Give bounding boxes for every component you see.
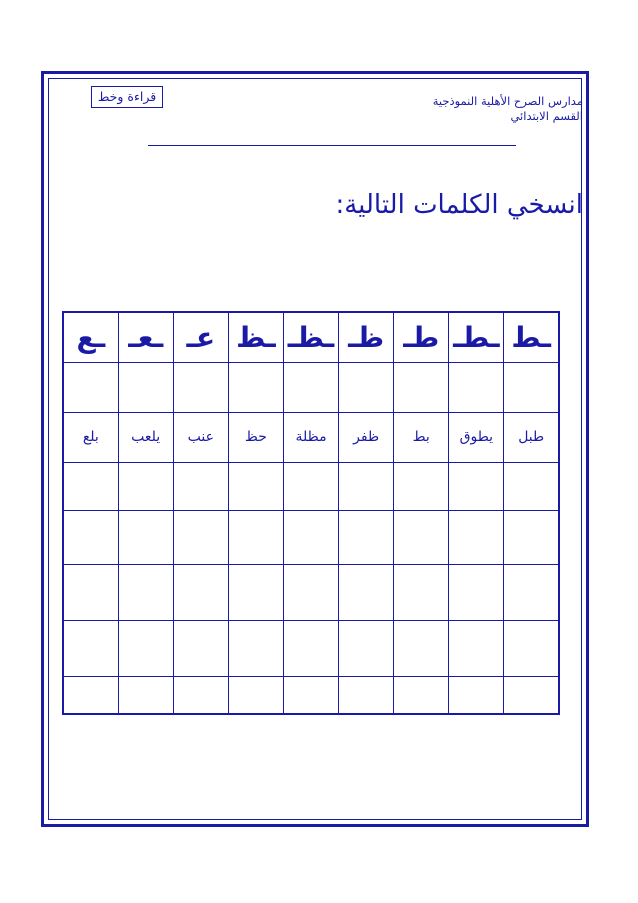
word-practice-row [63, 462, 559, 510]
writing-cell[interactable] [283, 462, 338, 510]
writing-cell[interactable] [118, 676, 173, 714]
writing-cell[interactable] [504, 510, 559, 564]
letter-cell: ـظـ [283, 312, 338, 362]
school-header [433, 94, 583, 124]
writing-cell[interactable] [118, 510, 173, 564]
letter-cell: ـع [63, 312, 118, 362]
writing-cell[interactable] [173, 676, 228, 714]
word-cell: ظفر [339, 412, 394, 462]
writing-cell[interactable] [504, 676, 559, 714]
word-cell: يطوق [449, 412, 504, 462]
writing-cell[interactable] [118, 564, 173, 620]
writing-cell[interactable] [283, 564, 338, 620]
writing-cell[interactable] [504, 620, 559, 676]
writing-cell[interactable] [394, 362, 449, 412]
writing-cell[interactable] [339, 462, 394, 510]
writing-cell[interactable] [339, 620, 394, 676]
letter-cell: ـط [504, 312, 559, 362]
writing-cell[interactable] [63, 564, 118, 620]
writing-cell[interactable] [173, 564, 228, 620]
writing-cell[interactable] [173, 362, 228, 412]
word-practice-row [63, 620, 559, 676]
word-practice-row [63, 510, 559, 564]
word-cell: بط [394, 412, 449, 462]
writing-cell[interactable] [449, 620, 504, 676]
word-practice-row [63, 564, 559, 620]
writing-cell[interactable] [339, 676, 394, 714]
writing-cell[interactable] [118, 620, 173, 676]
letter-cell: ظـ [339, 312, 394, 362]
writing-cell[interactable] [283, 362, 338, 412]
writing-cell[interactable] [449, 510, 504, 564]
writing-cell[interactable] [63, 362, 118, 412]
writing-cell[interactable] [283, 620, 338, 676]
instruction-text: انسخي الكلمات التالية: [335, 190, 583, 220]
writing-cell[interactable] [504, 362, 559, 412]
letter-cell: ـعـ [118, 312, 173, 362]
writing-cell[interactable] [63, 676, 118, 714]
writing-cell[interactable] [63, 462, 118, 510]
writing-cell[interactable] [449, 676, 504, 714]
school-name: مدارس الصرح الأهلية النموذجية [432, 94, 583, 108]
word-cell: يلعب [118, 412, 173, 462]
writing-cell[interactable] [228, 676, 283, 714]
letter-cell: ـطـ [449, 312, 504, 362]
writing-cell[interactable] [394, 462, 449, 510]
writing-cell[interactable] [228, 564, 283, 620]
writing-cell[interactable] [63, 620, 118, 676]
writing-cell[interactable] [228, 462, 283, 510]
letter-cell: ـظ [228, 312, 283, 362]
writing-cell[interactable] [173, 510, 228, 564]
writing-cell[interactable] [339, 510, 394, 564]
writing-cell[interactable] [283, 676, 338, 714]
writing-cell[interactable] [118, 462, 173, 510]
writing-cell[interactable] [228, 510, 283, 564]
word-cell: بلع [63, 412, 118, 462]
writing-cell[interactable] [228, 362, 283, 412]
writing-cell[interactable] [394, 676, 449, 714]
word-cell: عنب [173, 412, 228, 462]
writing-cell[interactable] [63, 510, 118, 564]
writing-cell[interactable] [228, 620, 283, 676]
writing-cell[interactable] [173, 462, 228, 510]
school-section: القسم الابتدائي [510, 109, 583, 123]
letter-cell: طـ [394, 312, 449, 362]
word-cell: حظ [228, 412, 283, 462]
subject-box: قراءة وخط [91, 86, 163, 108]
header-divider [148, 145, 516, 146]
writing-cell[interactable] [394, 564, 449, 620]
letter-cell: عـ [173, 312, 228, 362]
writing-cell[interactable] [504, 564, 559, 620]
writing-cell[interactable] [394, 510, 449, 564]
letters-row [63, 312, 559, 362]
word-practice-row [63, 676, 559, 714]
word-cell: مظلة [283, 412, 338, 462]
writing-cell[interactable] [449, 564, 504, 620]
writing-cell[interactable] [394, 620, 449, 676]
copy-practice-table [62, 311, 560, 715]
word-cell: طبل [504, 412, 559, 462]
words-row [63, 412, 559, 462]
writing-cell[interactable] [173, 620, 228, 676]
writing-cell[interactable] [504, 462, 559, 510]
letter-practice-row [63, 362, 559, 412]
writing-cell[interactable] [449, 362, 504, 412]
writing-cell[interactable] [283, 510, 338, 564]
writing-cell[interactable] [339, 564, 394, 620]
writing-cell[interactable] [118, 362, 173, 412]
writing-cell[interactable] [339, 362, 394, 412]
writing-cell[interactable] [449, 462, 504, 510]
